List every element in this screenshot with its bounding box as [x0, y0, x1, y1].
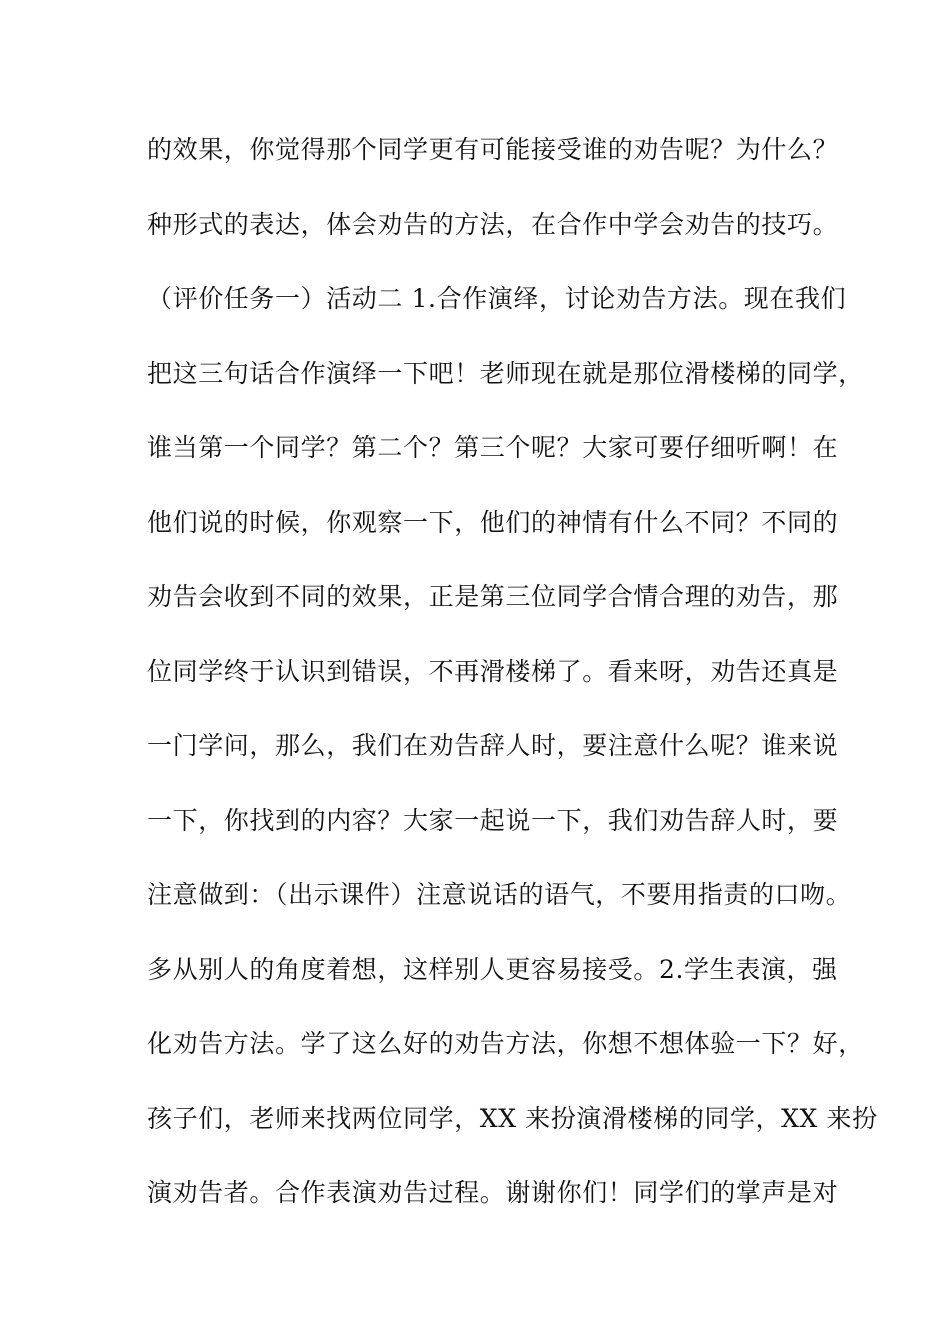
text-line: 注意做到：（出示课件）注意说话的语气，不要用指责的口吻。 [147, 880, 852, 909]
text-line: 一下，你找到的内容？大家一起说一下，我们劝告辞人时，要 [147, 805, 839, 835]
text-line: 他们说的时候，你观察一下，他们的神情有什么不同？不同的 [147, 507, 839, 537]
text-line: 谁当第一个同学？第二个？第三个呢？大家可要仔细听啊！在 [147, 433, 839, 462]
text-line: （评价任务一）活动二 1.合作演绎，讨论劝告方法。现在我们 [147, 284, 847, 313]
body-text [147, 126, 878, 1244]
text-line: 多从别人的角度着想，这样别人更容易接受。2.学生表演，强 [147, 954, 838, 984]
text-line: 把这三句话合作演绎一下吧！老师现在就是那位滑楼梯的同学， [147, 358, 864, 388]
text-line: 孩子们，老师来找两位同学，XX 来扮演滑楼梯的同学，XX 来扮 [147, 1103, 878, 1133]
text-line: 化劝告方法。学了这么好的劝告方法，你想不想体验一下？好， [147, 1029, 864, 1058]
text-line: 演劝告者。合作表演劝告过程。谢谢你们！同学们的掌声是对 [147, 1178, 839, 1207]
text-line: 一门学问，那么，我们在劝告辞人时，要注意什么呢？谁来说 [147, 731, 839, 760]
text-line: 位同学终于认识到错误，不再滑楼梯了。看来呀，劝告还真是 [147, 656, 839, 686]
text-line: 劝告会收到不同的效果，正是第三位同学合情合理的劝告，那 [147, 582, 839, 611]
text-line: 种形式的表达，体会劝告的方法，在合作中学会劝告的技巧。 [147, 209, 839, 239]
text-line: 的效果，你觉得那个同学更有可能接受谁的劝告呢？为什么？ [147, 135, 839, 164]
